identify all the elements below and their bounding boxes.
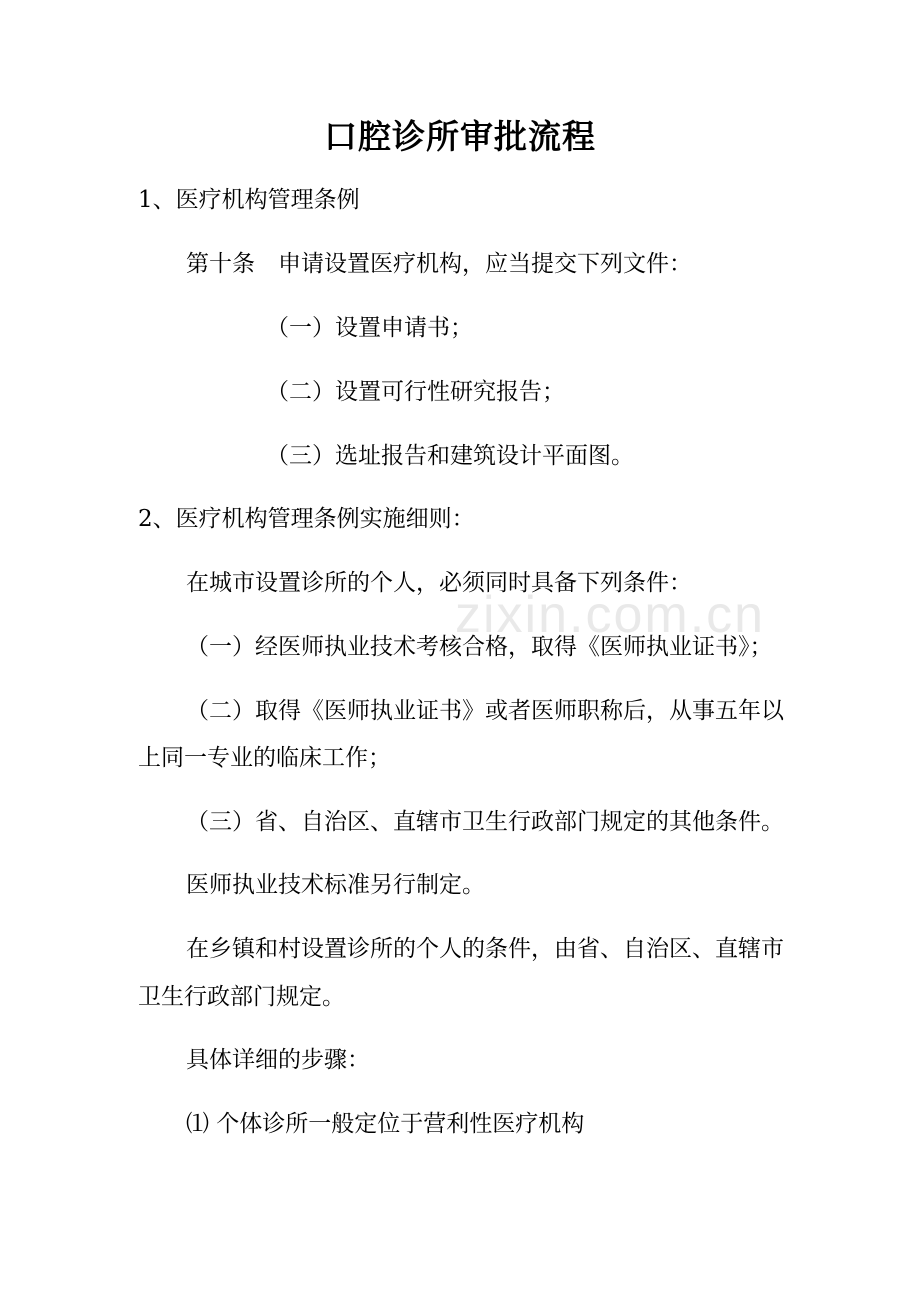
list-item: （一）设置申请书；	[266, 315, 473, 341]
list-item-continuation: 上同一专业的临床工作；	[138, 745, 391, 771]
step-item: ⑴ 个体诊所一般定位于营利性医疗机构	[186, 1111, 585, 1137]
list-item: （三）省、自治区、直辖市卫生行政部门规定的其他条件。	[186, 809, 784, 835]
paragraph: 医师执业技术标准另行制定。	[186, 872, 485, 898]
section-heading-1: 1、医疗机构管理条例	[138, 187, 360, 213]
watermark-text: zixin.com.cn	[455, 586, 766, 644]
paragraph-continuation: 卫生行政部门规定。	[138, 984, 345, 1010]
paragraph: 在城市设置诊所的个人，必须同时具备下列条件：	[186, 570, 692, 596]
article-ten: 第十条 申请设置医疗机构，应当提交下列文件：	[186, 251, 692, 277]
list-item: （三）选址报告和建筑设计平面图。	[266, 443, 634, 469]
page-title: 口腔诊所审批流程	[324, 117, 596, 156]
list-item: （二）设置可行性研究报告；	[266, 379, 565, 405]
paragraph: 具体详细的步骤：	[186, 1047, 370, 1073]
paragraph: 在乡镇和村设置诊所的个人的条件，由省、自治区、直辖市	[186, 936, 784, 962]
list-item: （二）取得《医师执业证书》或者医师职称后，从事五年以	[186, 698, 784, 724]
list-item: （一）经医师执业技术考核合格，取得《医师执业证书》；	[186, 634, 773, 660]
section-heading-2: 2、医疗机构管理条例实施细则：	[138, 506, 475, 532]
